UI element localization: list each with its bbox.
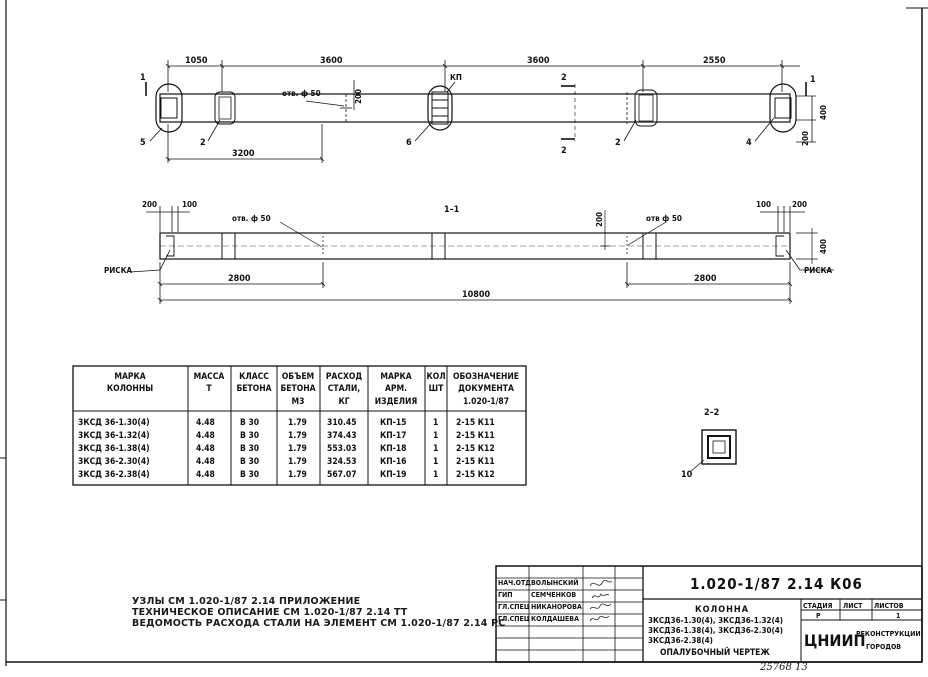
plan-callout-2b: 2 xyxy=(615,138,621,148)
tb-stage-v: Р xyxy=(816,612,821,620)
tb-element-title: КОЛОННА xyxy=(695,605,749,615)
notes xyxy=(132,596,505,629)
tb-stage-h: СТАДИЯ xyxy=(803,602,833,610)
elevation-view xyxy=(104,200,834,304)
th-vol-2: БЕТОНА xyxy=(280,384,316,394)
plan-view xyxy=(140,56,828,163)
cell: В 30 xyxy=(240,444,260,454)
cell: 1 xyxy=(433,470,439,480)
plan-dim-2550: 2550 xyxy=(703,56,726,66)
elev-riska-left: РИСКА xyxy=(104,266,133,275)
cell: 4.48 xyxy=(196,470,215,480)
elev-hole-left: отв. ф 50 xyxy=(232,214,271,223)
note-line-3: ВЕДОМОСТЬ РАСХОДА СТАЛИ НА ЭЛЕМЕНТ СМ 1.020-1/87 2.14 РС xyxy=(132,618,506,629)
section-2-2-callout: 10 xyxy=(681,470,693,480)
elev-dim-10800: 10800 xyxy=(462,290,491,300)
sheet-number: 25768 13 xyxy=(760,662,808,673)
tb-element-line-3: 3КСД36-2.38(4) xyxy=(648,636,713,645)
note-line-2: ТЕХНИЧЕСКОЕ ОПИСАНИЕ СМ 1.020-1/87 2.14 ТТ xyxy=(132,607,408,618)
plan-dim-3200: 3200 xyxy=(232,149,255,159)
elev-dim-2800-left: 2800 xyxy=(228,274,251,284)
plan-callout-4: 4 xyxy=(746,138,752,148)
cell: 2-15 К12 xyxy=(456,470,495,480)
elev-right-dim-400: 400 xyxy=(819,238,828,254)
plan-dim-3600-b: 3600 xyxy=(527,56,550,66)
cell: 3КСД 36-1.30(4) xyxy=(78,418,150,428)
th-steel-1: РАСХОД xyxy=(325,372,363,382)
cell: 4.48 xyxy=(196,418,215,428)
plan-hole-dim: 200 xyxy=(354,88,363,104)
th-vol-1: ОБЪЕМ xyxy=(281,372,315,382)
plan-dim-3600-a: 3600 xyxy=(320,56,343,66)
th-vol-3: М3 xyxy=(291,397,305,407)
th-class-1: КЛАСС xyxy=(239,372,269,382)
cell: В 30 xyxy=(240,457,260,467)
cell: КП-17 xyxy=(380,431,407,441)
tb-org-name-1: РЕКОНСТРУКЦИИ xyxy=(856,630,921,638)
cell: КП-15 xyxy=(380,418,407,428)
th-arm-3: ИЗДЕЛИЯ xyxy=(374,397,418,407)
cell: 1.79 xyxy=(288,444,307,454)
th-mark-1: МАРКА xyxy=(114,372,146,382)
tb-drawing-type: ОПАЛУБОЧНЫЙ ЧЕРТЕЖ xyxy=(660,648,770,658)
cell: 567.07 xyxy=(327,470,357,480)
cell: 3КСД 36-1.38(4) xyxy=(78,444,150,454)
plan-section2-top: 2 xyxy=(561,73,567,83)
cell: 553.03 xyxy=(327,444,357,454)
signatures xyxy=(590,580,612,621)
th-arm-1: МАРКА xyxy=(380,372,412,382)
th-doc-2: ДОКУМЕНТА xyxy=(458,384,514,394)
tb-org-logo: ЦНИИП xyxy=(804,631,866,650)
section-2-2 xyxy=(681,408,736,480)
cell: 1.79 xyxy=(288,418,307,428)
title-block xyxy=(496,566,922,662)
cell: 1.79 xyxy=(288,457,307,467)
tb-role-0: НАЧ.ОТД xyxy=(498,579,531,587)
th-arm-2: АРМ. xyxy=(384,384,408,394)
table-row xyxy=(78,457,495,467)
elevation-title: 1–1 xyxy=(444,205,460,215)
cell: 2-15 К11 xyxy=(456,457,495,467)
cell: 4.48 xyxy=(196,431,215,441)
tb-role-1: ГИП xyxy=(498,591,513,599)
tb-sheets-h: ЛИСТОВ xyxy=(874,602,904,610)
tb-doc-code: 1.020-1/87 2.14 К06 xyxy=(690,575,863,593)
cell: 3КСД 36-1.32(4) xyxy=(78,431,150,441)
plan-callout-2a: 2 xyxy=(200,138,206,148)
th-doc-3: 1.020-1/87 xyxy=(462,397,510,407)
cell: 310.45 xyxy=(327,418,357,428)
plan-right-dim-400: 400 xyxy=(819,104,828,120)
cell: В 30 xyxy=(240,470,260,480)
plan-hole-label: отв. ф 50 xyxy=(282,89,321,98)
table-row xyxy=(78,470,495,480)
spec-table xyxy=(73,366,526,485)
elev-hole-dim: 200 xyxy=(595,211,604,227)
org-logo xyxy=(804,630,921,651)
cell: 1.79 xyxy=(288,431,307,441)
cell: 2-15 К12 xyxy=(456,444,495,454)
elev-dim-2800-right: 2800 xyxy=(694,274,717,284)
tb-role-2: ГЛ.СПЕЦ xyxy=(498,603,530,611)
tb-name-3: КОЛДАШЕВА xyxy=(531,615,579,623)
cell: 1 xyxy=(433,418,439,428)
th-class-2: БЕТОНА xyxy=(236,384,272,394)
plan-section1-right: 1 xyxy=(810,75,816,85)
cell: 1 xyxy=(433,444,439,454)
th-steel-3: КГ xyxy=(338,397,350,407)
cell: 1 xyxy=(433,457,439,467)
th-steel-2: СТАЛИ, xyxy=(327,384,361,394)
elev-dim-200-right: 200 xyxy=(792,200,808,209)
cell: 2-15 К11 xyxy=(456,431,495,441)
cell: 1 xyxy=(433,431,439,441)
plan-dim-1050: 1050 xyxy=(185,56,208,66)
plan-section2-bottom: 2 xyxy=(561,146,567,156)
tb-element-line-1: 3КСД36-1.30(4), 3КСД36-1.32(4) xyxy=(648,616,784,625)
tb-org-name-2: ГОРОДОВ xyxy=(866,643,902,651)
cell: В 30 xyxy=(240,431,260,441)
th-doc-1: ОБОЗНАЧЕНИЕ xyxy=(452,372,520,382)
plan-section1-left: 1 xyxy=(140,73,146,83)
cell: КП-19 xyxy=(380,470,407,480)
elev-dim-100-left: 100 xyxy=(182,200,198,209)
tb-name-0: ВОЛЫНСКИЙ xyxy=(531,579,579,587)
cell: В 30 xyxy=(240,418,260,428)
th-mass-2: Т xyxy=(206,384,212,394)
table-row xyxy=(78,418,495,428)
cell: 3КСД 36-2.30(4) xyxy=(78,457,150,467)
tb-sheets-v: 1 xyxy=(896,612,901,620)
plan-right-dim-200: 200 xyxy=(801,130,810,146)
cell: КП-18 xyxy=(380,444,407,454)
cell: 2-15 К11 xyxy=(456,418,495,428)
tb-sheet-h: ЛИСТ xyxy=(843,602,863,610)
plan-kp-label: КП xyxy=(450,73,462,82)
th-mass-1: МАССА xyxy=(193,372,225,382)
elev-riska-right: РИСКА xyxy=(804,266,833,275)
elev-dim-100-right: 100 xyxy=(756,200,772,209)
cell: 1.79 xyxy=(288,470,307,480)
cell: 3КСД 36-2.38(4) xyxy=(78,470,150,480)
cell: 374.43 xyxy=(327,431,357,441)
cell: 4.48 xyxy=(196,444,215,454)
cell: 4.48 xyxy=(196,457,215,467)
th-qty-1: КОЛ xyxy=(426,372,446,382)
cell: 324.53 xyxy=(327,457,357,467)
note-line-1: УЗЛЫ СМ 1.020-1/87 2.14 ПРИЛОЖЕНИЕ xyxy=(132,596,361,607)
plan-callout-5: 5 xyxy=(140,138,146,148)
table-row xyxy=(78,431,495,441)
tb-role-3: ГЛ.СПЕЦ xyxy=(498,615,530,623)
plan-callout-6: 6 xyxy=(406,138,412,148)
elev-dim-200-left: 200 xyxy=(142,200,158,209)
th-qty-2: ШТ xyxy=(428,384,444,394)
tb-name-1: СЕМЧЕНКОВ xyxy=(531,591,577,599)
tb-element-line-2: 3КСД36-1.38(4), 3КСД36-2.30(4) xyxy=(648,626,784,635)
cell: КП-16 xyxy=(380,457,407,467)
tb-name-2: НИКАНОРОВА xyxy=(531,603,582,611)
table-row xyxy=(78,444,495,454)
elev-hole-right: отв ф 50 xyxy=(646,214,682,223)
section-2-2-title: 2–2 xyxy=(704,408,720,418)
th-mark-2: КОЛОННЫ xyxy=(106,384,154,394)
